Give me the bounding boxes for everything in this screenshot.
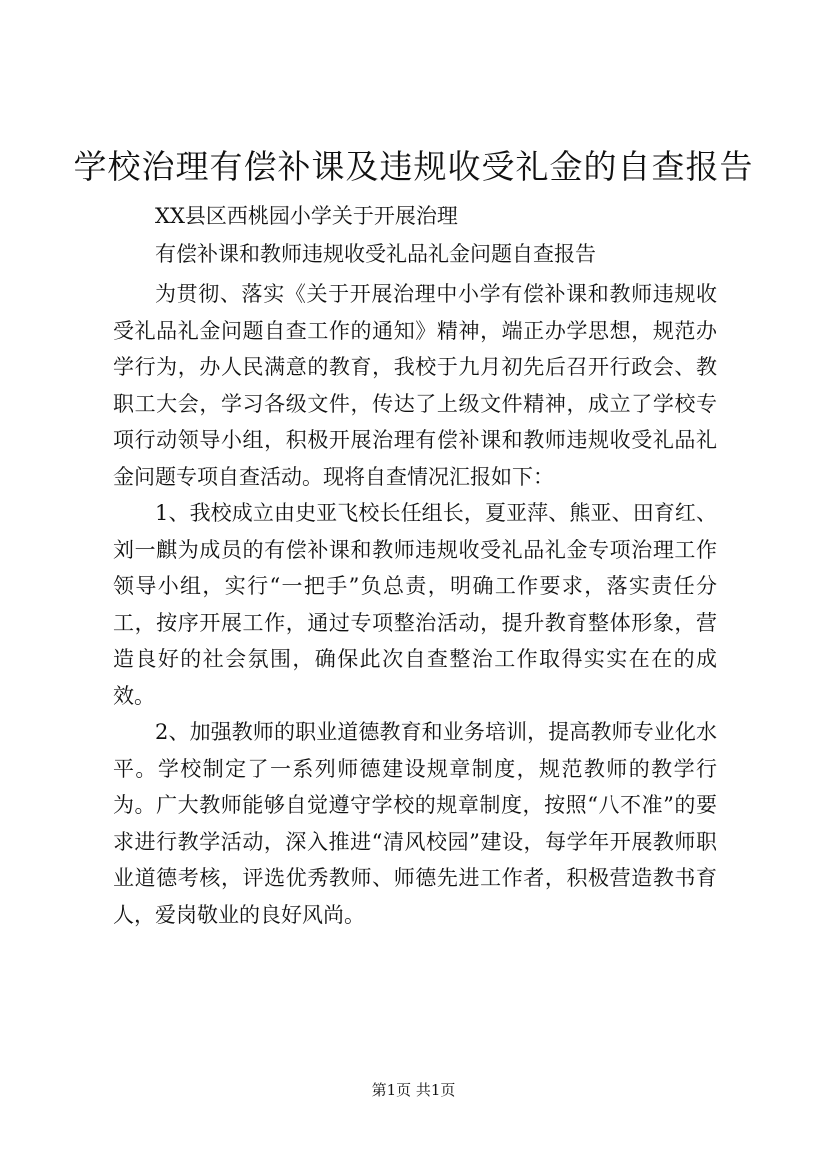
- document-title: 学校治理有偿补课及违规收受礼金的自查报告: [73, 147, 754, 186]
- page-footer: 第1页 共1页: [371, 1081, 456, 1099]
- subtitle-line-2: 有偿补课和教师违规收受礼品礼金问题自查报告: [155, 242, 596, 266]
- paragraph-intro: 为贯彻、落实《关于开展治理中小学有偿补课和教师违规收受礼品礼金问题自查工作的通知》精神，端正办学思想，规范办学行为，办人民满意的教育，我校于九月初先后召开行政会、教职工大会，学习各级文件，传达了上级文件精神，成立了学校专项行动领导小组，积极开展治理有偿补课和教师违规收受礼品礼金问题专项自查活动。现将自查情况汇报如下：: [113, 282, 717, 489]
- paragraph-item-2: 2、加强教师的职业道德教育和业务培训，提高教师专业化水平。学校制定了一系列师德建设规章制度，规范教师的教学行为。广大教师能够自觉遵守学校的规章制度，按照“八不准”的要求进行教学活动，深入推进“清风校园”建设，每学年开展教师职业道德考核，评选优秀教师、师德先进工作者，积极营造教书育人，爱岗敬业的良好风尚。: [113, 720, 717, 927]
- document-body: [113, 276, 717, 933]
- paragraph-item-1: 1、我校成立由史亚飞校长任组长，夏亚萍、熊亚、田育红、刘一麒为成员的有偿补课和教师违规收受礼品礼金专项治理工作领导小组，实行“一把手”负总责，明确工作要求，落实责任分工，按序开展工作，通过专项整治活动，提升教育整体形象，营造良好的社会氛围，确保此次自查整治工作取得实实在在的成效。: [113, 501, 717, 708]
- subtitle-line-1: XX县区西桃园小学关于开展治理: [155, 204, 458, 228]
